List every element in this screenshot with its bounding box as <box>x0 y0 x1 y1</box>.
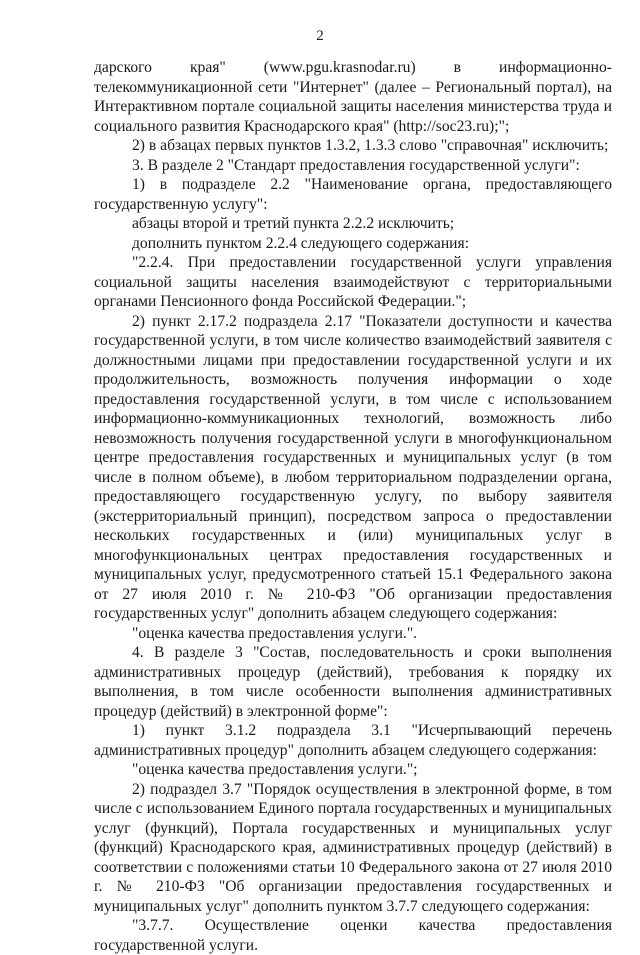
document-body <box>94 58 612 955</box>
paragraph-3: 3. В разделе 2 "Стандарт предоставления государственной услуги": <box>132 156 580 174</box>
paragraph-10: 4. В разделе 3 "Состав, последовательность и сроки выполнения административных процедур (действий), требования к порядку их выполнения, в том числе особенности выполнения административных процедур (действий) в электронной форме": <box>94 644 612 720</box>
paragraph-13: 2) подраздел 3.7 "Порядок осуществления в электронной форме, в том числе с использованием Единого портала государственных и муниципальных услуг (функций), Портала государственных и муниципальных услуг (функций) Краснодарского края, административных процедур (действий) в соответствии с положениями статьи 10 Федерального закона от 27 июля 2010 г. № 210-ФЗ "Об организации предоставления государственных и муниципальных услуг" дополнить пунктом 3.7.7 следующего содержания: <box>94 780 612 915</box>
paragraph-2: 2) в абзацах первых пунктов 1.3.2, 1.3.3 слово "справочная" исключить; <box>132 137 609 154</box>
page-number: 2 <box>316 28 324 44</box>
paragraph-14: "3.7.7. Осуществление оценки качества предоставления государственной услуги. <box>94 917 612 954</box>
paragraph-6: дополнить пунктом 2.2.4 следующего содержания: <box>132 234 470 252</box>
paragraph-7: "2.2.4. При предоставлении государственной услуги управления социальной защиты населения взаимодействуют с территориальными органами Пенсионного фонда Российской Федерации."; <box>94 254 612 310</box>
paragraph-1: дарского края" (www.pgu.krasnodar.ru) в информационно-телекоммуникационной сети "Интернет" (далее – Региональный портал), на Интерактивном портале социальной защиты населения министерства труда и социального развития Краснодарского края" (http://soc23.ru);"; <box>94 59 612 135</box>
paragraph-11: 1) пункт 3.1.2 подраздела 3.1 "Исчерпывающий перечень административных процедур" дополнить абзацем следующего содержания: <box>94 722 612 759</box>
paragraph-4: 1) в подразделе 2.2 "Наименование органа, предоставляющего государственную услугу": <box>94 176 612 213</box>
paragraph-5: абзацы второй и третий пункта 2.2.2 исключить; <box>132 215 455 232</box>
paragraph-12: "оценка качества предоставления услуги."; <box>132 761 418 778</box>
paragraph-9: "оценка качества предоставления услуги.". <box>132 624 418 642</box>
paragraph-8: 2) пункт 2.17.2 подраздела 2.17 "Показатели доступности и качества государственной услуги, в том числе количество взаимодействий заявителя с должностными лицами при предоставлении государственной услуги и их продолжительность, возможность получения информации о ходе предоставления государственной услуги, в том числе с использованием информационно-коммуникационных технологий, возможность либо невозможность получения государственной услуги в многофункциональном центре предоставления государственных и муниципальных услуг (в том числе в полном объеме), в любом территориальном подразделении органа, предоставляющего государственную услугу, по выбору заявителя (экстерриториальный принцип), посредством запроса о предоставлении нескольких государственных и (или) муниципальных услуг в многофункциональных центрах предоставления государственных и муниципальных услуг, предусмотренного статьей 15.1 Федерального закона от 27 июля 2010 г. № 210-ФЗ "Об организации предоставления государственных услуг" дополнить абзацем следующего содержания: <box>94 312 612 622</box>
